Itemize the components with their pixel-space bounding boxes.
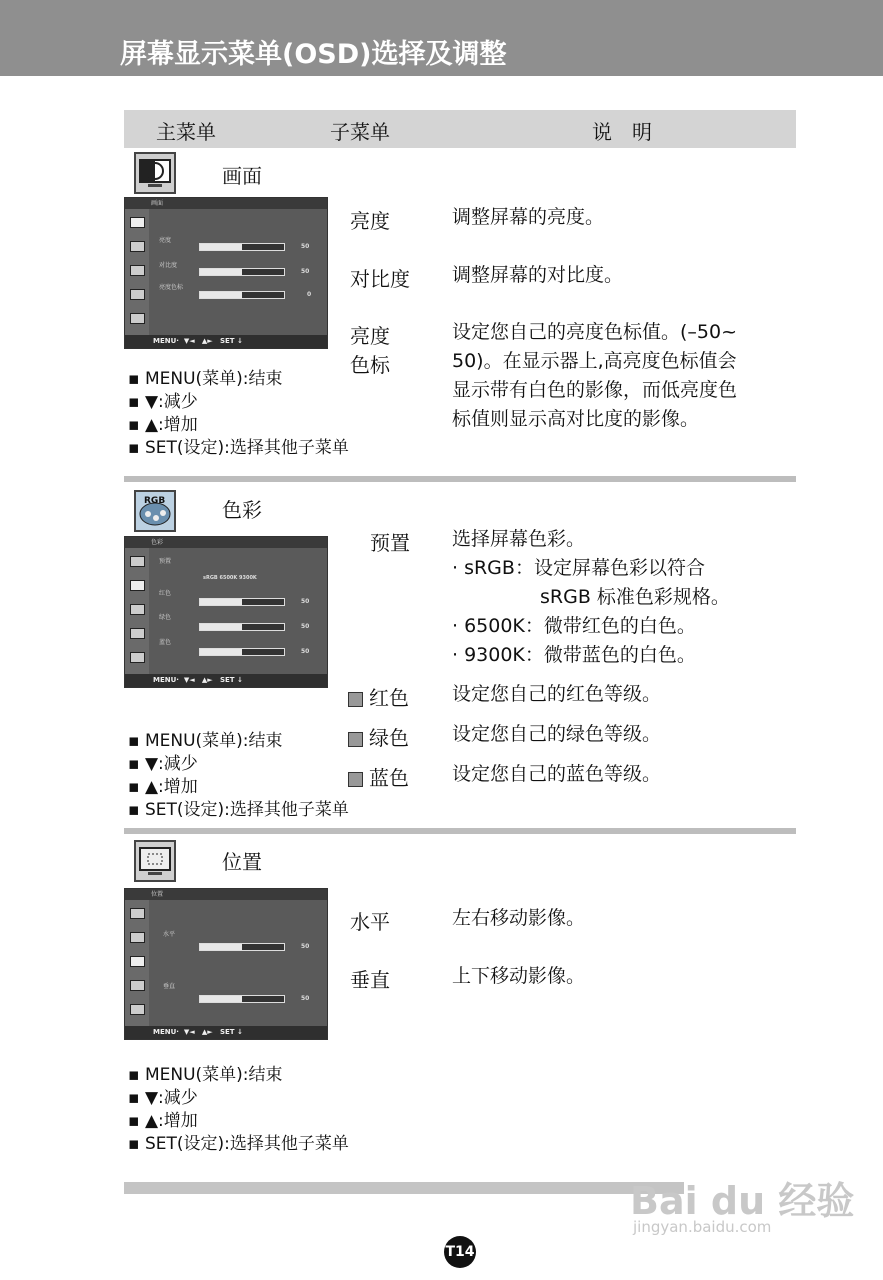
- desc-brightness: 调整屏幕的亮度。: [452, 206, 605, 228]
- desc-line: 标值则显示高对比度的影像。: [452, 408, 700, 430]
- section-name-position: 位置: [222, 850, 262, 874]
- bullet: ▪: [128, 1111, 145, 1131]
- bullet: ▪: [128, 369, 145, 389]
- item-black-level-1: 亮度: [350, 324, 390, 348]
- desc-contrast: 调整屏幕的对比度。: [452, 264, 624, 286]
- bullet: ▪: [128, 1134, 145, 1154]
- osd-row-label: 对比度: [159, 262, 178, 269]
- bullet: ▪: [128, 1065, 145, 1085]
- osd-sidebar: [125, 209, 149, 335]
- osd-slider: [199, 243, 285, 251]
- desc-line: · sRGB：设定屏幕色彩以符合: [452, 557, 705, 579]
- section-divider: [124, 476, 796, 482]
- desc-line: sRGB 标准色彩规格。: [540, 586, 730, 608]
- osd-slider: [199, 598, 285, 606]
- osd-slider-fill: [200, 944, 242, 950]
- osd-color-icon: [130, 241, 145, 252]
- osd-row-label: 水平: [163, 931, 176, 938]
- osd-slider-fill: [200, 599, 242, 605]
- osd-picture-icon: [130, 908, 145, 919]
- osd-sidebar: [125, 548, 149, 674]
- osd-title: 画面: [125, 198, 327, 209]
- page-number: T14: [444, 1236, 476, 1268]
- legend-set: SET(设定):选择其他子菜单: [144, 1134, 349, 1154]
- watermark-logo: Bai du 经验: [630, 1179, 855, 1223]
- osd-tracking-icon: [130, 289, 145, 300]
- desc-vertical: 上下移动影像。: [452, 965, 586, 987]
- item-green: [348, 722, 409, 751]
- osd-row-value: 50: [301, 268, 310, 275]
- item-red: [348, 682, 409, 711]
- bullet: ▪: [128, 438, 145, 458]
- osd-row-value: 50: [301, 623, 310, 630]
- osd-screen-color: [124, 536, 328, 688]
- legend-block: [128, 730, 349, 822]
- osd-setup-icon: [130, 313, 145, 324]
- osd-title: 色彩: [125, 537, 327, 548]
- header-main-menu: 主菜单: [156, 120, 216, 144]
- osd-row-value: 50: [301, 995, 310, 1002]
- osd-slider: [199, 648, 285, 656]
- osd-slider-fill: [200, 269, 242, 275]
- item-black-level-2: 色标: [350, 353, 390, 377]
- osd-tracking-icon: [130, 628, 145, 639]
- osd-preset-options: sRGB 6500K 9300K: [203, 575, 257, 581]
- rgb-icon: [134, 490, 176, 532]
- bullet: ▪: [128, 1088, 145, 1108]
- osd-slider-fill: [200, 996, 242, 1002]
- osd-slider: [199, 291, 285, 299]
- item-vertical: 垂直: [350, 968, 390, 992]
- item-green-label: 绿色: [369, 726, 409, 750]
- osd-slider: [199, 995, 285, 1003]
- osd-title: 位置: [125, 889, 327, 900]
- position-icon: [134, 840, 176, 882]
- desc-line: 50)。在显示器上,高亮度色标值会: [452, 350, 737, 372]
- bullet: ▪: [128, 731, 145, 751]
- osd-preset-label: 预置: [159, 558, 172, 565]
- header-sub-menu: 子菜单: [330, 120, 390, 144]
- desc-line: 设定您自己的亮度色标值。(–50~: [452, 321, 738, 343]
- table-header: [124, 110, 796, 148]
- osd-row-value: 0: [307, 291, 312, 298]
- osd-footer: MENU· ▼◄ ▲► SET ↓: [125, 674, 327, 687]
- item-preset: 预置: [370, 531, 410, 555]
- item-red-label: 红色: [369, 686, 409, 710]
- red-square-icon: [348, 692, 363, 707]
- legend-menu: MENU(菜单):结束: [144, 1065, 283, 1085]
- item-horizontal: 水平: [350, 910, 390, 934]
- osd-sidebar: [125, 900, 149, 1026]
- blue-square-icon: [348, 772, 363, 787]
- legend-set: SET(设定):选择其他子菜单: [144, 800, 349, 820]
- item-contrast: 对比度: [350, 267, 410, 291]
- legend-up: ▲:增加: [144, 777, 198, 797]
- section-name-color: 色彩: [222, 498, 262, 522]
- osd-picture-icon: [130, 217, 145, 228]
- legend-up: ▲:增加: [144, 415, 198, 435]
- osd-slider-fill: [200, 292, 242, 298]
- osd-footer: MENU· ▼◄ ▲► SET ↓: [125, 1026, 327, 1039]
- legend-down: ▼:减少: [144, 392, 198, 412]
- osd-slider-fill: [200, 244, 242, 250]
- desc-line: · 9300K：微带蓝色的白色。: [452, 644, 696, 666]
- legend-down: ▼:减少: [144, 754, 198, 774]
- desc-line: · 6500K：微带红色的白色。: [452, 615, 696, 637]
- legend-up: ▲:增加: [144, 1111, 198, 1131]
- osd-slider-fill: [200, 624, 242, 630]
- bullet: ▪: [128, 777, 145, 797]
- osd-setup-icon: [130, 1004, 145, 1015]
- osd-position-icon: [130, 956, 145, 967]
- osd-slider: [199, 943, 285, 951]
- legend-block: [128, 368, 349, 460]
- osd-footer: MENU· ▼◄ ▲► SET ↓: [125, 335, 327, 348]
- desc-line: 显示带有白色的影像，而低亮度色: [452, 379, 738, 401]
- osd-screen-position: [124, 888, 328, 1040]
- osd-color-icon: [130, 932, 145, 943]
- desc-line: 选择屏幕色彩。: [452, 528, 586, 550]
- picture-icon: [134, 152, 176, 194]
- desc-horizontal: 左右移动影像。: [452, 907, 586, 929]
- osd-position-icon: [130, 604, 145, 615]
- header-description: 说 明: [592, 120, 652, 144]
- osd-row-label: 亮度色标: [159, 284, 184, 291]
- osd-row-value: 50: [301, 943, 310, 950]
- legend-menu: MENU(菜单):结束: [144, 731, 283, 751]
- desc-red: 设定您自己的红色等级。: [452, 683, 662, 705]
- page-title: 屏幕显示菜单(OSD)选择及调整: [120, 39, 507, 70]
- osd-row-label: 红色: [159, 590, 172, 597]
- desc-green: 设定您自己的绿色等级。: [452, 723, 662, 745]
- bullet: ▪: [128, 415, 145, 435]
- osd-row-value: 50: [301, 598, 310, 605]
- osd-slider-fill: [200, 649, 242, 655]
- osd-color-icon: [130, 580, 145, 591]
- bullet: ▪: [128, 754, 145, 774]
- svg-text:RGB: RGB: [144, 496, 166, 506]
- section-name-picture: 画面: [222, 164, 262, 188]
- bullet: ▪: [128, 800, 145, 820]
- bullet: ▪: [128, 392, 145, 412]
- legend-down: ▼:减少: [144, 1088, 198, 1108]
- desc-blue: 设定您自己的蓝色等级。: [452, 763, 662, 785]
- osd-row-value: 50: [301, 648, 310, 655]
- legend-menu: MENU(菜单):结束: [144, 369, 283, 389]
- osd-row-label: 垂直: [163, 983, 176, 990]
- osd-row-value: 50: [301, 243, 310, 250]
- osd-row-label: 绿色: [159, 614, 172, 621]
- osd-row-label: 亮度: [159, 237, 172, 244]
- osd-row-label: 蓝色: [159, 639, 172, 646]
- item-blue-label: 蓝色: [369, 766, 409, 790]
- watermark-url: jingyan.baidu.com: [633, 1218, 772, 1236]
- osd-picture-icon: [130, 556, 145, 567]
- green-square-icon: [348, 732, 363, 747]
- item-brightness: 亮度: [350, 209, 390, 233]
- osd-position-icon: [130, 265, 145, 276]
- osd-slider: [199, 623, 285, 631]
- osd-screen-picture: [124, 197, 328, 349]
- osd-tracking-icon: [130, 980, 145, 991]
- osd-setup-icon: [130, 652, 145, 663]
- legend-set: SET(设定):选择其他子菜单: [144, 438, 349, 458]
- item-blue: [348, 762, 409, 791]
- section-divider: [124, 828, 796, 834]
- footer-bar: [124, 1182, 684, 1194]
- legend-block: [128, 1064, 349, 1156]
- osd-slider: [199, 268, 285, 276]
